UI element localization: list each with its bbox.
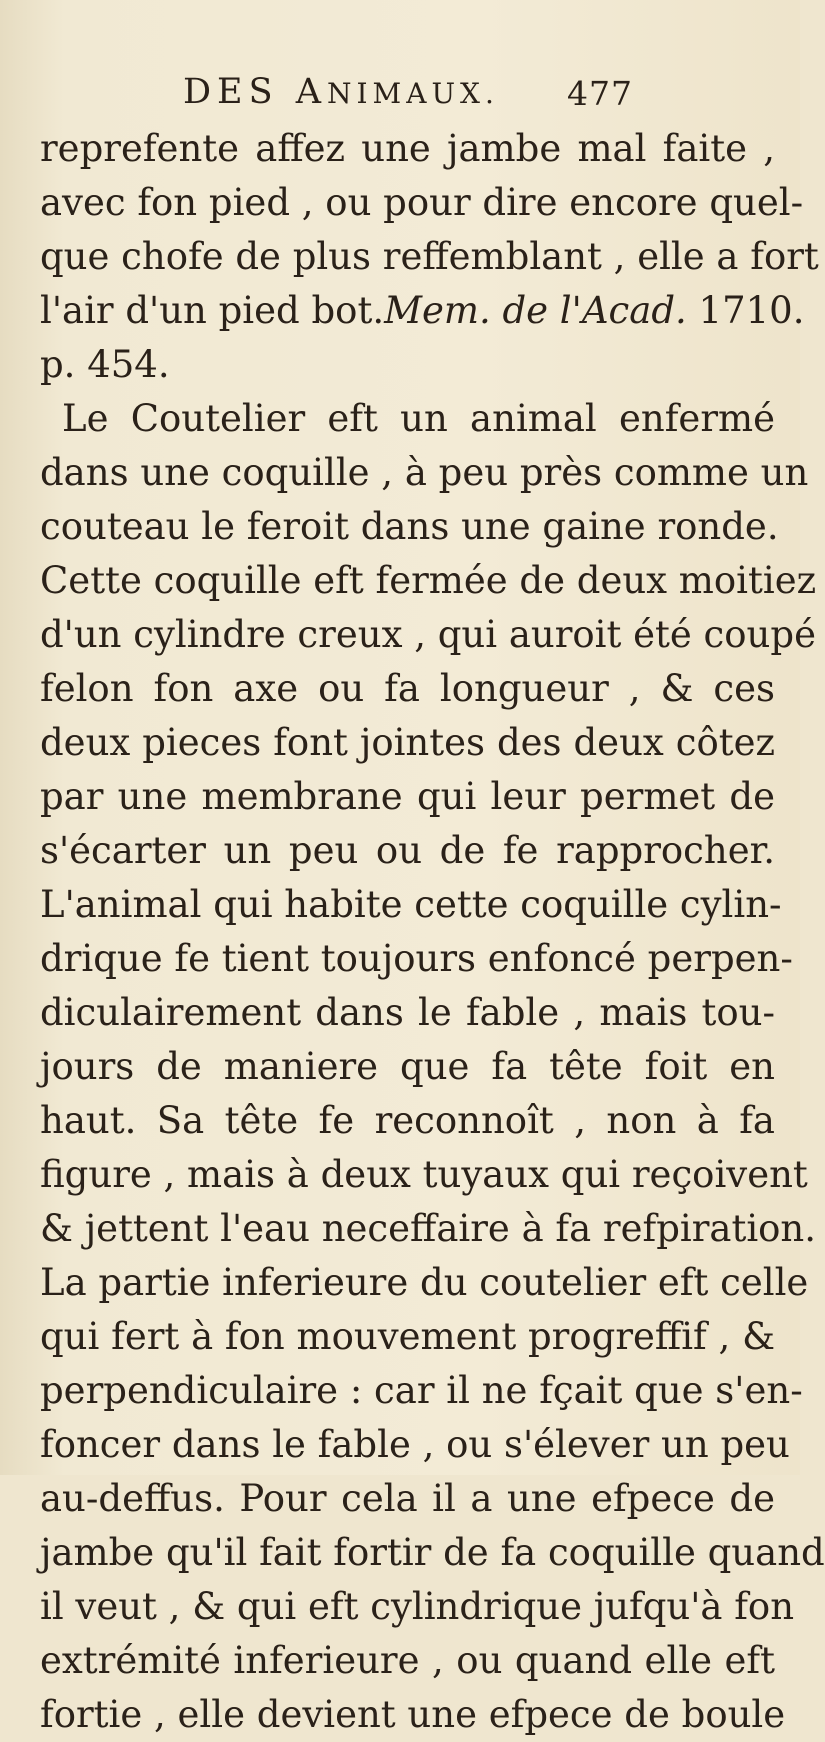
page-header — [0, 72, 800, 122]
text-line: par une membrane qui leur permet de — [40, 775, 775, 818]
text-line: La partie inferieure du coutelier eft celle — [40, 1261, 809, 1304]
text-line-citation: l'air d'un pied bot.Mem. de l'Acad. 1710. — [40, 289, 805, 332]
text-line: au-deffus. Pour cela il a une efpece de — [40, 1477, 775, 1520]
text-line: reprefente affez une jambe mal faite , — [40, 127, 775, 170]
text-line: avec fon pied , ou pour dire encore quel- — [40, 181, 804, 224]
running-head: DES ANIMAUX. — [183, 72, 499, 112]
text-line: extrémité inferieure , ou quand elle eft — [40, 1639, 775, 1682]
text-line: foncer dans le fable , ou s'élever un peu — [40, 1423, 790, 1466]
text-line: perpendiculaire : car il ne fçait que s'en- — [40, 1369, 803, 1412]
text-line: jours de maniere que fa tête foit en — [40, 1045, 775, 1088]
text-line: Cette coquille eft fermée de deux moitiez — [40, 559, 817, 602]
text-line: il veut , & qui eft cylindrique jufqu'à fon — [40, 1585, 795, 1628]
text-line: drique fe tient toujours enfoncé perpen- — [40, 937, 793, 980]
text-line: jambe qu'il fait fortir de fa coquille quand — [40, 1531, 825, 1574]
text-line: s'écarter un peu ou de fe rapprocher. — [40, 829, 775, 872]
text-line: couteau le feroit dans une gaine ronde. — [40, 505, 779, 548]
text-line: L'animal qui habite cette coquille cylin- — [40, 883, 782, 926]
text-line: figure , mais à deux tuyaux qui reçoivent — [40, 1153, 808, 1196]
text-line: Le Coutelier eft un animal enfermé — [62, 397, 775, 440]
text-line: qui fert à fon mouvement progreffif , & — [40, 1315, 775, 1358]
text-line: p. 454. — [40, 343, 170, 386]
text-line: diculairement dans le fable , mais tou- — [40, 991, 775, 1034]
text-line: felon fon axe ou fa longueur , & ces — [40, 667, 775, 710]
text-line: dans une coquille , à peu près comme un — [40, 451, 809, 494]
page-number: 477 — [567, 74, 633, 113]
citation-title: Mem. de l'Acad. — [384, 289, 687, 332]
text-line: haut. Sa tête fe reconnoît , non à fa — [40, 1099, 775, 1142]
text-line: d'un cylindre creux , qui auroit été coupé — [40, 613, 816, 656]
text-line: fortie , elle devient une efpece de boule — [40, 1693, 786, 1736]
text-line: deux pieces font jointes des deux côtez — [40, 721, 775, 764]
citation-year: 1710. — [698, 289, 805, 332]
text-line: & jettent l'eau neceffaire à fa refpiration. — [40, 1207, 817, 1250]
text-line: que chofe de plus reffemblant , elle a fort — [40, 235, 819, 278]
body-text — [40, 122, 825, 1742]
